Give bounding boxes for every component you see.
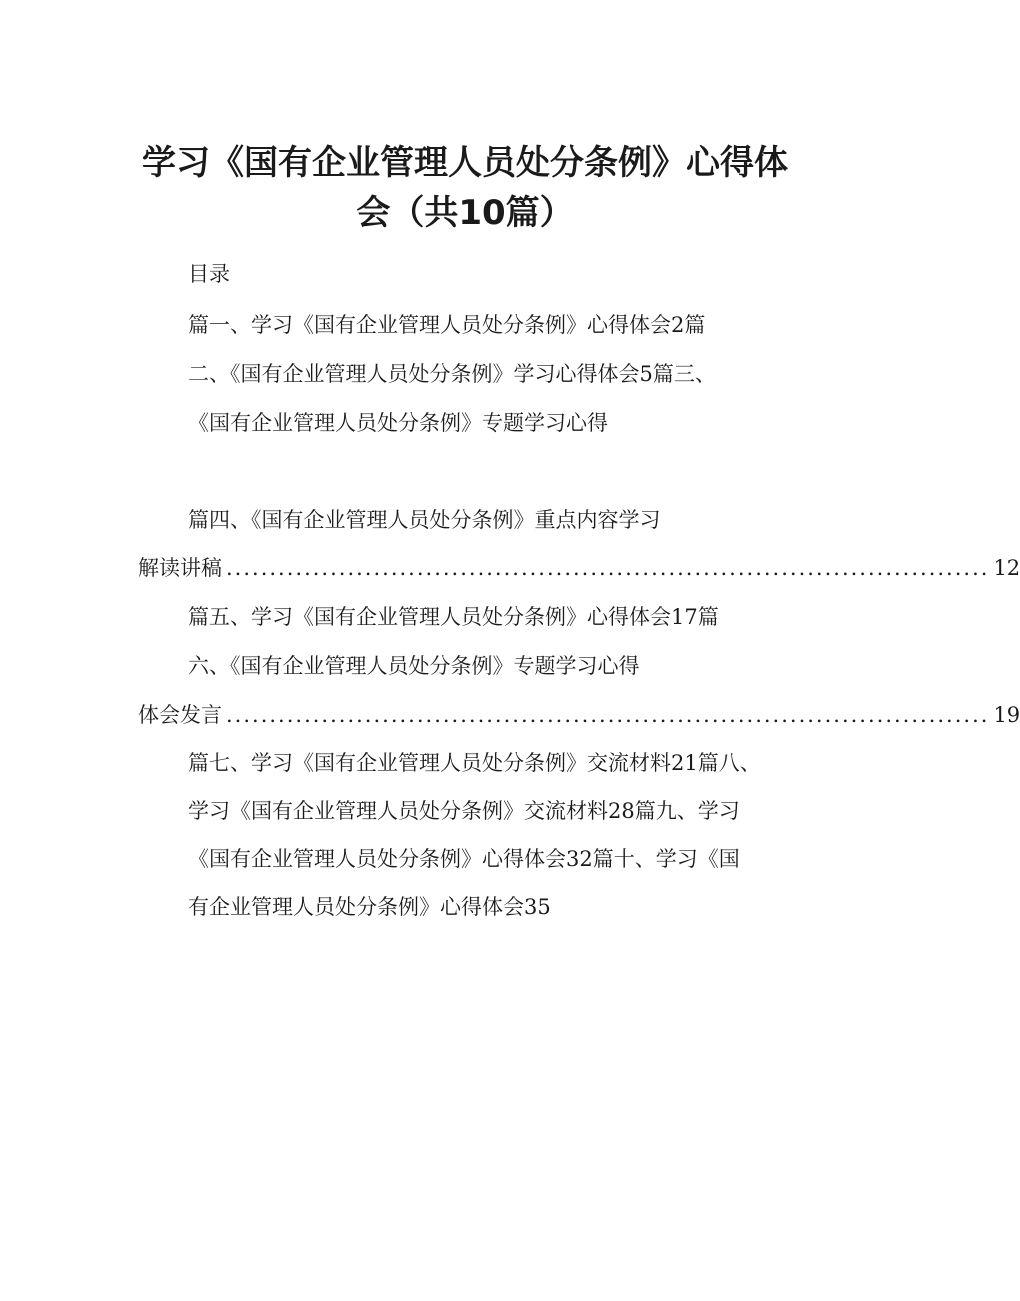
toc-dotted-entry xyxy=(138,701,1020,729)
toc-entry-label: 体会发言 xyxy=(138,703,222,727)
toc-line: 二、《国有企业管理人员处分条例》学习心得体会5篇三、 xyxy=(188,362,716,386)
toc-line: 篇五、学习《国有企业管理人员处分条例》心得体会17篇 xyxy=(188,605,719,629)
toc-leader-dots: ........................................................................................ xyxy=(226,703,990,727)
toc-line: 篇一、学习《国有企业管理人员处分条例》心得体会2篇 xyxy=(188,313,706,337)
toc-line: 《国有企业管理人员处分条例》专题学习心得 xyxy=(188,411,608,435)
toc-line: 有企业管理人员处分条例》心得体会35 xyxy=(188,895,551,919)
toc-dotted-entry xyxy=(138,554,1020,582)
toc-line: 篇七、学习《国有企业管理人员处分条例》交流材料21篇八、 xyxy=(188,751,761,775)
document-title xyxy=(140,138,790,238)
toc-page-number: 19 xyxy=(993,703,1020,727)
toc-page-number: 12 xyxy=(993,556,1020,580)
title-line-2: 会（共10篇） xyxy=(356,193,574,233)
toc-line: 六、《国有企业管理人员处分条例》专题学习心得 xyxy=(188,654,640,678)
toc-line: 《国有企业管理人员处分条例》心得体会32篇十、学习《国 xyxy=(188,847,740,871)
toc-line: 篇四、《国有企业管理人员处分条例》重点内容学习 xyxy=(188,508,661,532)
toc-line: 学习《国有企业管理人员处分条例》交流材料28篇九、学习 xyxy=(188,799,740,823)
toc-leader-dots: ........................................................................................ xyxy=(226,556,990,580)
toc-heading: 目录 xyxy=(188,262,230,286)
title-line-1: 学习《国有企业管理人员处分条例》心得体 xyxy=(142,143,788,183)
toc-entry-label: 解读讲稿 xyxy=(138,556,222,580)
